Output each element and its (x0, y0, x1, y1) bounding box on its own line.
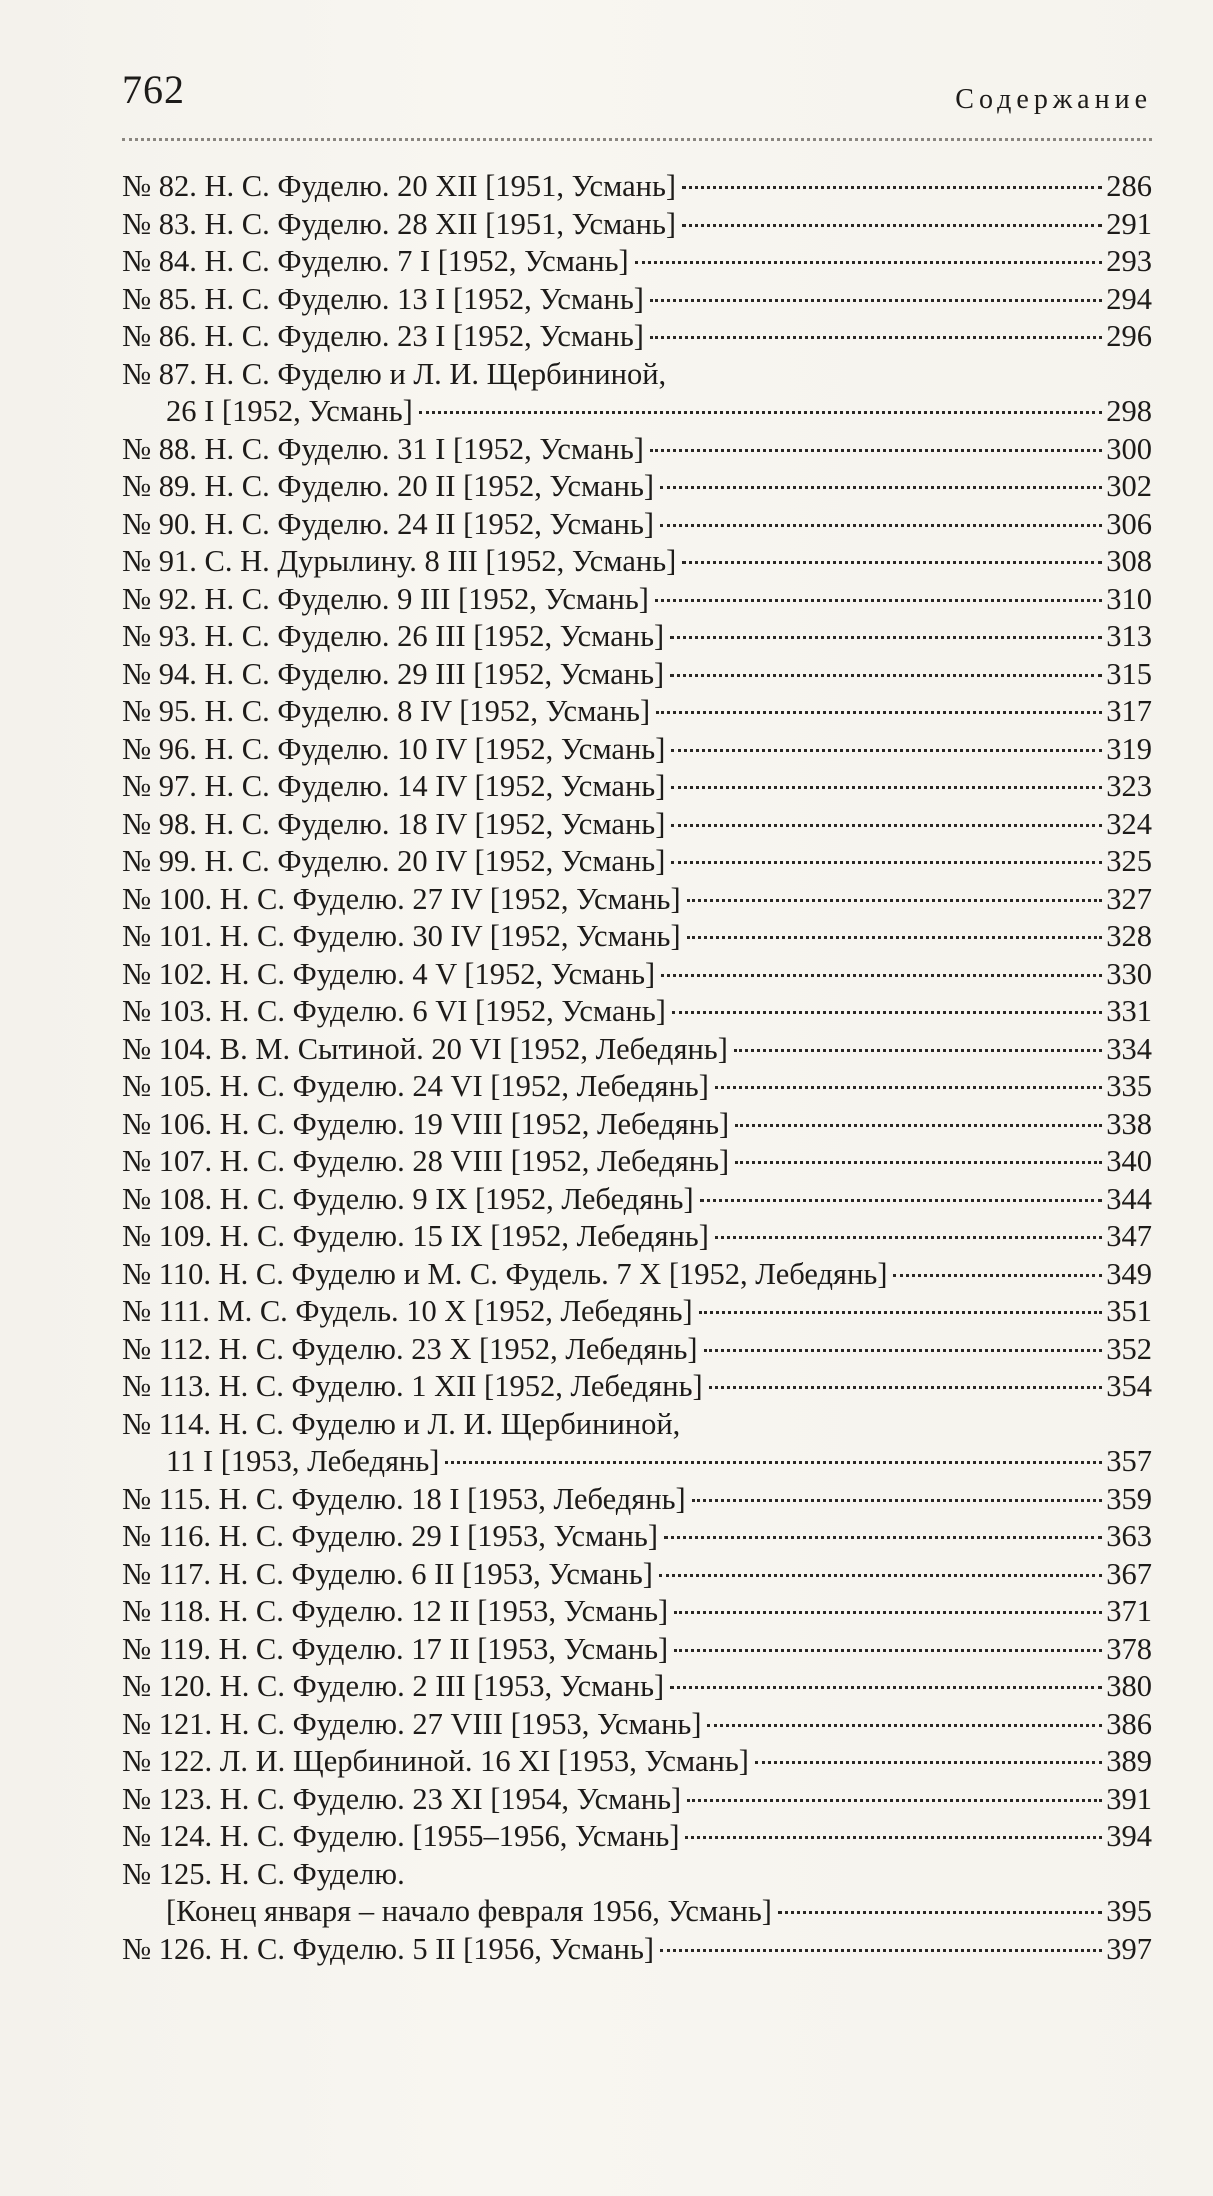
dot-leader (715, 1086, 1102, 1089)
dot-leader (671, 824, 1102, 827)
dot-leader (650, 449, 1102, 452)
toc-entry-title: № 107. Н. С. Фуделю. 28 VIII [1952, Лебедянь] (122, 1144, 730, 1178)
toc-entry (122, 1818, 1152, 1856)
toc-entry-line (122, 1631, 1152, 1669)
toc-entry-line (122, 993, 1152, 1031)
toc-entry (122, 1406, 1152, 1481)
page-header (122, 66, 1152, 126)
toc-entry-first-line (122, 356, 1152, 394)
toc-entry-title: № 96. Н. С. Фуделю. 10 IV [1952, Усмань] (122, 731, 666, 766)
toc-entry-title: № 90. Н. С. Фуделю. 24 II [1952, Усмань] (122, 506, 655, 541)
toc-entry-line (122, 1293, 1152, 1331)
toc-entry (122, 806, 1152, 844)
dot-leader (671, 786, 1102, 789)
toc-entry-line (122, 1218, 1152, 1256)
toc-entry-title: № 123. Н. С. Фуделю. 23 XI [1954, Усмань] (122, 1781, 682, 1816)
toc-entry-title: № 100. Н. С. Фуделю. 27 IV [1952, Усмань] (122, 881, 681, 916)
dot-leader (670, 674, 1102, 677)
toc-entry-title: № 97. Н. С. Фуделю. 14 IV [1952, Усмань] (122, 769, 666, 803)
toc-entry (122, 168, 1152, 206)
toc-page-number: 331 (1106, 994, 1152, 1028)
toc-entry (122, 618, 1152, 656)
toc-page-number: 357 (1106, 1444, 1152, 1478)
toc-entry-line (122, 506, 1152, 544)
toc-entry-line (122, 168, 1152, 206)
toc-entry-line (122, 618, 1152, 656)
toc-page-number: 349 (1106, 1256, 1152, 1291)
toc-page-number: 291 (1106, 206, 1152, 241)
toc-page-number: 330 (1106, 956, 1152, 991)
toc-entry (122, 206, 1152, 244)
toc-entry-title: № 89. Н. С. Фуделю. 20 II [1952, Усмань] (122, 469, 655, 503)
dot-leader (660, 1949, 1102, 1952)
toc-entry (122, 1218, 1152, 1256)
toc-entry (122, 1668, 1152, 1706)
toc-entry-title: № 122. Л. И. Щербининой. 16 XI [1953, Усмань] (122, 1744, 749, 1778)
dot-leader (734, 1049, 1102, 1052)
dot-leader (650, 299, 1102, 302)
dot-leader (685, 1836, 1102, 1839)
toc-entry-title: № 83. Н. С. Фуделю. 28 XII [1951, Усмань] (122, 206, 677, 241)
toc-entry (122, 1556, 1152, 1594)
toc-entry (122, 1293, 1152, 1331)
toc-entry (122, 1181, 1152, 1219)
dot-leader (445, 1461, 1102, 1464)
dot-leader (671, 749, 1102, 752)
toc-entry-title: № 85. Н. С. Фуделю. 13 I [1952, Усмань] (122, 281, 644, 316)
toc-entry-continuation: 26 I [1952, Усмань] (166, 394, 413, 428)
toc-entry (122, 1743, 1152, 1781)
toc-entry-line (122, 1743, 1152, 1781)
dot-leader (655, 599, 1102, 602)
dot-leader (635, 261, 1103, 264)
toc-entry (122, 356, 1152, 431)
toc-entry-line (122, 918, 1152, 956)
dot-leader (709, 1386, 1103, 1389)
toc-page-number: 286 (1106, 169, 1152, 203)
toc-entry (122, 1031, 1152, 1069)
toc-page-number: 354 (1106, 1369, 1152, 1403)
toc-entry-line (122, 431, 1152, 469)
toc-entry-title: № 109. Н. С. Фуделю. 15 IX [1952, Лебедянь] (122, 1219, 709, 1253)
toc-entry-title: № 125. Н. С. Фуделю. (122, 1856, 405, 1891)
toc-entry (122, 431, 1152, 469)
toc-entry (122, 1518, 1152, 1556)
toc-entry-title: № 121. Н. С. Фуделю. 27 VIII [1953, Усмань] (122, 1706, 702, 1741)
toc-entry-title: № 108. Н. С. Фуделю. 9 IX [1952, Лебедянь] (122, 1181, 694, 1216)
toc-page-number: 302 (1106, 469, 1152, 503)
running-title: Содержание (955, 84, 1152, 115)
toc-page-number: 371 (1106, 1594, 1152, 1628)
toc-page-number: 293 (1106, 244, 1152, 278)
toc-entry (122, 468, 1152, 506)
toc-entry-line (122, 318, 1152, 356)
dot-leader (670, 1686, 1102, 1689)
toc-page-number: 298 (1106, 394, 1152, 428)
toc-entry-continuation: 11 I [1953, Лебедянь] (166, 1444, 440, 1478)
toc-page-number: 367 (1106, 1556, 1152, 1591)
dot-leader (659, 1574, 1102, 1577)
dot-leader (682, 186, 1102, 189)
toc-entry-title: № 112. Н. С. Фуделю. 23 X [1952, Лебедянь] (122, 1331, 698, 1366)
toc-entry-title: № 113. Н. С. Фуделю. 1 XII [1952, Лебедянь] (122, 1369, 703, 1403)
dot-leader (660, 524, 1102, 527)
dot-leader (699, 1311, 1103, 1314)
toc-entry (122, 1856, 1152, 1931)
toc-page-number: 340 (1106, 1144, 1152, 1178)
toc-entry-line (122, 731, 1152, 769)
toc-page-number: 323 (1106, 769, 1152, 803)
toc-page-number: 310 (1106, 581, 1152, 616)
toc-entry-second-line (122, 1893, 1152, 1931)
toc-entry (122, 881, 1152, 919)
toc-entry-title: № 126. Н. С. Фуделю. 5 II [1956, Усмань] (122, 1931, 655, 1966)
toc-entry (122, 731, 1152, 769)
dot-leader (707, 1724, 1102, 1727)
dot-leader (692, 1499, 1103, 1502)
dot-leader (682, 224, 1102, 227)
toc-entry-title: № 102. Н. С. Фуделю. 4 V [1952, Усмань] (122, 956, 656, 991)
dot-leader (671, 861, 1102, 864)
dot-leader (419, 411, 1102, 414)
toc-entry-line (122, 1106, 1152, 1144)
toc-page-number: 386 (1106, 1706, 1152, 1741)
toc-entry-title: № 118. Н. С. Фуделю. 12 II [1953, Усмань] (122, 1594, 669, 1628)
dot-leader (687, 936, 1103, 939)
dot-leader (700, 1199, 1103, 1202)
toc-page-number: 328 (1106, 919, 1152, 953)
toc-entry (122, 843, 1152, 881)
toc-entry (122, 1068, 1152, 1106)
toc-entry-title: № 82. Н. С. Фуделю. 20 XII [1951, Усмань] (122, 169, 677, 203)
toc-entry-title: № 104. В. М. Сытиной. 20 VI [1952, Лебедянь] (122, 1031, 728, 1066)
toc-entry-title: № 92. Н. С. Фуделю. 9 III [1952, Усмань] (122, 581, 649, 616)
toc-entry-continuation: [Конец января – начало февраля 1956, Усмань] (166, 1894, 772, 1928)
dot-leader (687, 1799, 1102, 1802)
dot-leader (682, 561, 1102, 564)
toc-entry-line (122, 1481, 1152, 1519)
toc-entry-line (122, 768, 1152, 806)
toc-entry (122, 1931, 1152, 1969)
toc-page-number: 363 (1106, 1519, 1152, 1553)
toc-entry-line (122, 1818, 1152, 1856)
toc-entry-title: № 84. Н. С. Фуделю. 7 I [1952, Усмань] (122, 244, 629, 278)
toc-page-number: 344 (1106, 1181, 1152, 1216)
toc-entry-line (122, 1031, 1152, 1069)
table-of-contents (122, 168, 1152, 1968)
toc-page-number: 378 (1106, 1631, 1152, 1666)
toc-entry (122, 1781, 1152, 1819)
toc-entry-title: № 88. Н. С. Фуделю. 31 I [1952, Усмань] (122, 431, 644, 466)
toc-entry (122, 581, 1152, 619)
toc-entry-line (122, 1181, 1152, 1219)
toc-entry-title: № 103. Н. С. Фуделю. 6 VI [1952, Усмань] (122, 994, 666, 1028)
toc-entry-title: № 106. Н. С. Фуделю. 19 VIII [1952, Лебедянь] (122, 1106, 730, 1141)
toc-entry (122, 993, 1152, 1031)
toc-entry-title: № 115. Н. С. Фуделю. 18 I [1953, Лебедянь] (122, 1481, 686, 1516)
toc-entry-line (122, 843, 1152, 881)
toc-page-number: 395 (1106, 1894, 1152, 1928)
toc-entry (122, 656, 1152, 694)
toc-entry-line (122, 806, 1152, 844)
toc-entry-title: № 93. Н. С. Фуделю. 26 III [1952, Усмань] (122, 619, 665, 653)
dot-leader (650, 336, 1102, 339)
toc-page-number: 296 (1106, 319, 1152, 353)
toc-entry-title: № 124. Н. С. Фуделю. [1955–1956, Усмань] (122, 1819, 680, 1853)
dot-leader (674, 1611, 1102, 1614)
toc-entry-line (122, 243, 1152, 281)
toc-entry-title: № 105. Н. С. Фуделю. 24 VI [1952, Лебедянь] (122, 1069, 709, 1103)
toc-page-number: 391 (1106, 1781, 1152, 1816)
page-number: 762 (122, 67, 185, 112)
toc-entry-title: № 110. Н. С. Фуделю и М. С. Фудель. 7 X [1952, Лебедянь] (122, 1256, 888, 1291)
toc-entry-second-line (122, 1443, 1152, 1481)
toc-page-number: 294 (1106, 281, 1152, 316)
toc-entry-line (122, 956, 1152, 994)
toc-entry-line (122, 581, 1152, 619)
toc-entry-line (122, 1518, 1152, 1556)
toc-entry (122, 543, 1152, 581)
toc-entry-second-line (122, 393, 1152, 431)
toc-page-number: 338 (1106, 1106, 1152, 1141)
toc-entry (122, 1106, 1152, 1144)
toc-page-number: 394 (1106, 1819, 1152, 1853)
dot-leader (661, 974, 1102, 977)
dot-leader (755, 1761, 1102, 1764)
dot-leader (656, 711, 1102, 714)
dot-leader (672, 1011, 1102, 1014)
toc-entry-line (122, 543, 1152, 581)
toc-page-number: 334 (1106, 1031, 1152, 1066)
toc-entry-title: № 114. Н. С. Фуделю и Л. И. Щербининой, (122, 1406, 681, 1441)
dot-leader (670, 636, 1102, 639)
toc-entry-title: № 91. С. Н. Дурылину. 8 III [1952, Усмань] (122, 544, 677, 578)
toc-entry-title: № 117. Н. С. Фуделю. 6 II [1953, Усмань] (122, 1556, 653, 1591)
toc-entry-line (122, 1256, 1152, 1294)
toc-entry-line (122, 656, 1152, 694)
toc-entry-first-line (122, 1856, 1152, 1894)
toc-page-number: 315 (1106, 656, 1152, 691)
toc-entry (122, 768, 1152, 806)
toc-page-number: 347 (1106, 1219, 1152, 1253)
toc-entry-title: № 101. Н. С. Фуделю. 30 IV [1952, Усмань] (122, 919, 681, 953)
toc-entry (122, 1593, 1152, 1631)
toc-entry (122, 1368, 1152, 1406)
toc-entry-title: № 119. Н. С. Фуделю. 17 II [1953, Усмань] (122, 1631, 669, 1666)
toc-page-number: 300 (1106, 431, 1152, 466)
dot-leader (674, 1649, 1102, 1652)
toc-entry-line (122, 1668, 1152, 1706)
toc-entry-line (122, 468, 1152, 506)
toc-entry-line (122, 1781, 1152, 1819)
toc-entry-line (122, 1068, 1152, 1106)
toc-page-number: 389 (1106, 1744, 1152, 1778)
toc-entry (122, 1706, 1152, 1744)
dot-leader (735, 1161, 1102, 1164)
toc-page-number: 380 (1106, 1669, 1152, 1703)
dot-leader (660, 486, 1102, 489)
dot-leader (778, 1911, 1102, 1914)
toc-entry (122, 243, 1152, 281)
dot-leader (687, 899, 1103, 902)
toc-entry-first-line (122, 1406, 1152, 1444)
dot-leader (664, 1536, 1102, 1539)
toc-page-number: 351 (1106, 1294, 1152, 1328)
toc-entry (122, 281, 1152, 319)
toc-page-number: 359 (1106, 1481, 1152, 1516)
dot-leader (893, 1274, 1102, 1277)
toc-entry (122, 956, 1152, 994)
toc-entry-title: № 98. Н. С. Фуделю. 18 IV [1952, Усмань] (122, 806, 666, 841)
toc-entry-title: № 99. Н. С. Фуделю. 20 IV [1952, Усмань] (122, 844, 666, 878)
toc-entry-line (122, 1593, 1152, 1631)
toc-entry (122, 506, 1152, 544)
toc-page-number: 397 (1106, 1931, 1152, 1966)
toc-entry (122, 1631, 1152, 1669)
toc-entry (122, 1481, 1152, 1519)
toc-entry-title: № 94. Н. С. Фуделю. 29 III [1952, Усмань] (122, 656, 665, 691)
toc-page-number: 352 (1106, 1331, 1152, 1366)
header-divider (122, 138, 1152, 141)
toc-entry-title: № 116. Н. С. Фуделю. 29 I [1953, Усмань] (122, 1519, 658, 1553)
toc-entry (122, 918, 1152, 956)
toc-page-number: 324 (1106, 806, 1152, 841)
toc-entry-line (122, 1556, 1152, 1594)
toc-entry-line (122, 881, 1152, 919)
toc-entry (122, 693, 1152, 731)
toc-page-number: 325 (1106, 844, 1152, 878)
toc-entry (122, 318, 1152, 356)
toc-page-number: 306 (1106, 506, 1152, 541)
toc-entry-line (122, 1706, 1152, 1744)
toc-entry-title: № 111. М. С. Фудель. 10 X [1952, Лебедянь] (122, 1294, 693, 1328)
toc-page-number: 308 (1106, 544, 1152, 578)
toc-entry-line (122, 693, 1152, 731)
toc-entry-line (122, 206, 1152, 244)
toc-entry (122, 1143, 1152, 1181)
toc-page-number: 313 (1106, 619, 1152, 653)
toc-entry-title: № 95. Н. С. Фуделю. 8 IV [1952, Усмань] (122, 694, 651, 728)
toc-entry (122, 1331, 1152, 1369)
toc-entry-title: № 86. Н. С. Фуделю. 23 I [1952, Усмань] (122, 319, 644, 353)
toc-entry-title: № 87. Н. С. Фуделю и Л. И. Щербининой, (122, 356, 667, 391)
toc-entry (122, 1256, 1152, 1294)
toc-entry-line (122, 1368, 1152, 1406)
toc-page-number: 327 (1106, 881, 1152, 916)
dot-leader (735, 1124, 1102, 1127)
toc-entry-title: № 120. Н. С. Фуделю. 2 III [1953, Усмань] (122, 1669, 665, 1703)
dot-leader (715, 1236, 1102, 1239)
toc-page-number: 317 (1106, 694, 1152, 728)
toc-page-number: 319 (1106, 731, 1152, 766)
toc-entry-line (122, 281, 1152, 319)
dot-leader (704, 1349, 1103, 1352)
toc-entry-line (122, 1931, 1152, 1969)
toc-entry-line (122, 1143, 1152, 1181)
toc-entry-line (122, 1331, 1152, 1369)
toc-page-number: 335 (1106, 1069, 1152, 1103)
